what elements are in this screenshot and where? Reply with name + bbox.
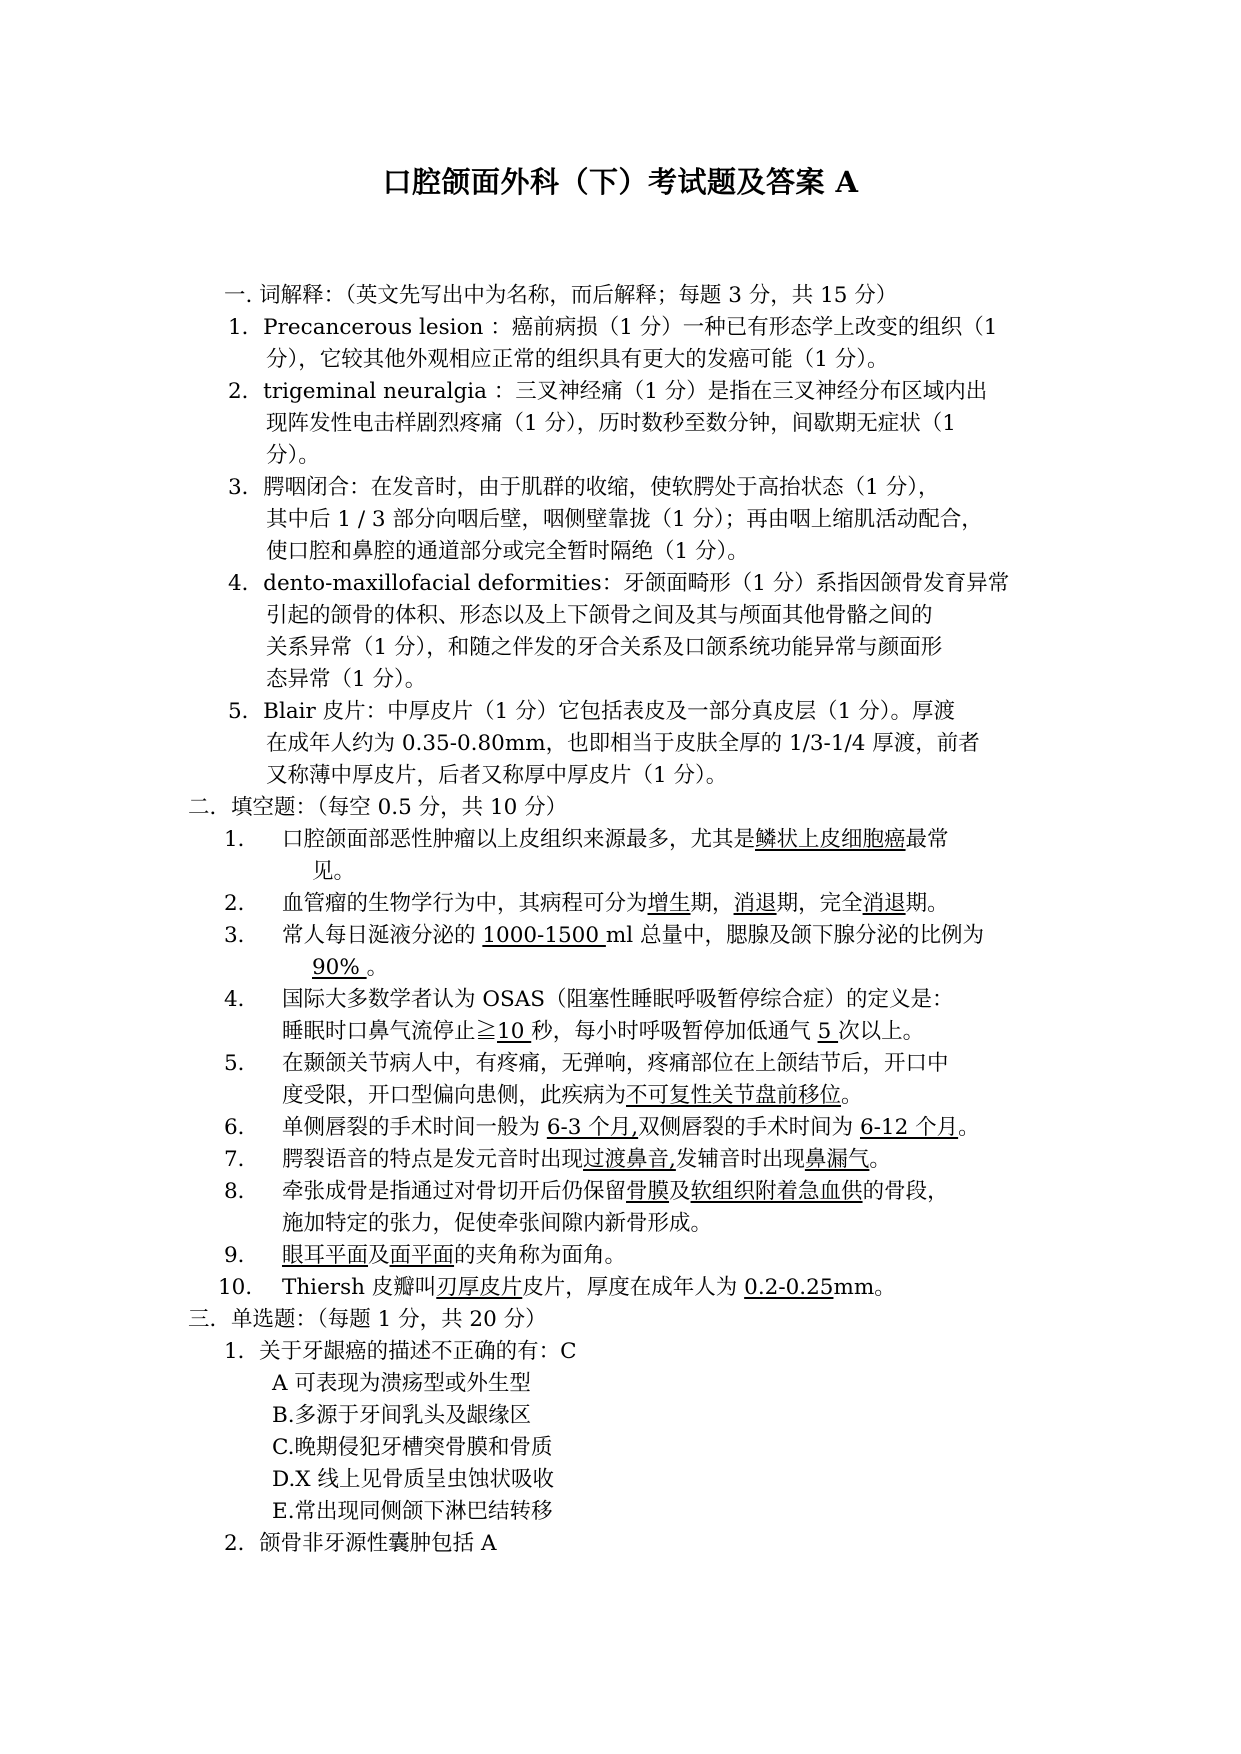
s1-item-1-line-1: 1．Precancerous lesion ：癌前病损（1 分）一种已有形态学上改变的组织（1 <box>228 315 998 340</box>
s2-q5-answer-1: 不可复性关节盘前移位 <box>626 1083 842 1108</box>
s2-q7-answer-1: 过渡鼻音, <box>583 1147 676 1172</box>
s2-q4-line-2: 睡眠时口鼻气流停止≧10 秒，每小时呼吸暂停加低通气 5 次以上。 <box>282 1019 925 1044</box>
s2-q6-answer-2: 6-12 个月 <box>859 1115 959 1140</box>
s2-q2-num: 2． <box>224 891 260 916</box>
s2-q8-num: 8． <box>224 1179 260 1204</box>
s2-q8-answer-1: 骨膜 <box>626 1179 670 1204</box>
s2-q4-answer-1: 10 <box>497 1019 532 1044</box>
s2-q7-num: 7． <box>224 1147 260 1172</box>
s1-item-5-line-2: 在成年人约为 0.35-0.80mm，也即相当于皮肤全厚的 1/3-1/4 厚渡，前者 <box>266 731 980 756</box>
section-1-heading: 一. 词解释：（英文先写出中为名称，而后解释；每题 3 分，共 15 分） <box>224 283 898 308</box>
s2-q7-line-1: 腭裂语音的特点是发元音时出现过渡鼻音,发辅音时出现鼻漏气。 <box>282 1147 891 1172</box>
s2-q10-answer-2: 0.2-0.25 <box>744 1275 834 1300</box>
section-3-heading: 三．单选题：（每题 1 分，共 20 分） <box>188 1307 547 1332</box>
s2-q3-line-1: 常人每日涎液分泌的 1000-1500 ml 总量中，腮腺及颌下腺分泌的比例为 <box>282 923 984 948</box>
s1-item-2-line-2: 现阵发性电击样剧烈疼痛（1 分），历时数秒至数分钟，间歇期无症状（1 <box>266 411 956 436</box>
s3-q1-option-c: C.晚期侵犯牙槽突骨膜和骨质 <box>272 1435 553 1460</box>
s2-q8-line-1: 牵张成骨是指通过对骨切开后仍保留骨膜及软组织附着急血供的骨段， <box>282 1179 949 1204</box>
s3-q1-option-d: D.X 线上见骨质呈虫蚀状吸收 <box>272 1467 554 1492</box>
s3-q1: 1．关于牙龈癌的描述不正确的有：C <box>224 1339 577 1364</box>
s2-q3-answer-1: 1000-1500 <box>482 923 606 948</box>
s1-item-4-line-4: 态异常（1 分）。 <box>266 667 427 692</box>
s2-q10-answer-1: 刃厚皮片 <box>436 1275 523 1300</box>
s1-item-1-line-2: 分），它较其他外观相应正常的组织具有更大的发癌可能（1 分）。 <box>266 347 889 372</box>
s2-q5-line-1: 在颞颌关节病人中，有疼痛，无弹响，疼痛部位在上颌结节后，开口中 <box>282 1051 949 1076</box>
s2-q8-answer-2: 软组织附着急血供 <box>690 1179 863 1204</box>
s3-q1-option-e: E.常出现同侧颌下淋巴结转移 <box>272 1499 553 1524</box>
s2-q1-answer-1: 鳞状上皮细胞癌 <box>755 827 906 852</box>
s2-q1-line-2: 见。 <box>312 859 356 884</box>
s1-item-4-line-3: 关系异常（1 分），和随之伴发的牙合关系及口颌系统功能异常与颜面形 <box>266 635 943 660</box>
s1-item-5-line-1: 5．Blair 皮片：中厚皮片（1 分）它包括表皮及一部分真皮层（1 分）。厚渡 <box>228 699 955 724</box>
s2-q1-line-1: 口腔颌面部恶性肿瘤以上皮组织来源最多，尤其是鳞状上皮细胞癌最常 <box>282 827 949 852</box>
s1-item-3-line-2: 其中后 1 / 3 部分向咽后壁，咽侧壁靠拢（1 分）；再由咽上缩肌活动配合， <box>266 507 983 532</box>
s2-q2-answer-1: 增生 <box>647 891 691 916</box>
s2-q10-num: 10． <box>218 1275 267 1300</box>
s2-q9-num: 9． <box>224 1243 260 1268</box>
s2-q6-line-1: 单侧唇裂的手术时间一般为 6-3 个月,双侧唇裂的手术时间为 6-12 个月。 <box>282 1115 980 1140</box>
s2-q7-answer-2: 鼻漏气 <box>804 1147 870 1172</box>
s2-q6-num: 6． <box>224 1115 260 1140</box>
s2-q1-num: 1． <box>224 827 260 852</box>
s1-item-4-line-1: 4．dento-maxillofacial deformities：牙颌面畸形（1 分）系指因颌骨发育异常 <box>228 571 1010 596</box>
s2-q9-line-1: 眼耳平面及面平面的夹角称为面角。 <box>282 1243 627 1268</box>
s3-q2: 2．颌骨非牙源性囊肿包括 A <box>224 1531 497 1556</box>
s2-q3-answer-2: 90% <box>312 955 367 980</box>
s2-q4-num: 4． <box>224 987 260 1012</box>
s2-q3-num: 3． <box>224 923 260 948</box>
s1-item-2-line-3: 分）。 <box>266 443 320 468</box>
s2-q2-answer-3: 消退 <box>862 891 906 916</box>
s2-q3-line-2: 90% 。 <box>312 955 389 980</box>
section-2-heading: 二．填空题：（每空 0.5 分，共 10 分） <box>188 795 568 820</box>
s2-q4-line-1: 国际大多数学者认为 OSAS（阻塞性睡眠呼吸暂停综合症）的定义是： <box>282 987 954 1012</box>
page-title: 口腔颌面外科（下）考试题及答案 A <box>382 165 859 199</box>
s2-q4-answer-2: 5 <box>817 1019 839 1044</box>
s2-q9-answer-1: 眼耳平面 <box>282 1243 369 1268</box>
s1-item-4-line-2: 引起的颌骨的体积、形态以及上下颌骨之间及其与颅面其他骨骼之间的 <box>266 603 933 628</box>
s2-q8-line-2: 施加特定的张力，促使牵张间隙内新骨形成。 <box>282 1211 713 1236</box>
s1-item-5-line-3: 又称薄中厚皮片，后者又称厚中厚皮片（1 分）。 <box>266 763 728 788</box>
s2-q6-answer-1: 6-3 个月, <box>546 1115 639 1140</box>
s2-q10-line-1: Thiersh 皮瓣叫刃厚皮片皮片，厚度在成年人为 0.2-0.25mm。 <box>282 1275 896 1300</box>
s2-q2-line-1: 血管瘤的生物学行为中，其病程可分为增生期，消退期，完全消退期。 <box>282 891 949 916</box>
s3-q1-option-a: A 可表现为溃疡型或外生型 <box>272 1371 531 1396</box>
s2-q9-answer-2: 面平面 <box>389 1243 455 1268</box>
s2-q5-line-2: 度受限，开口型偏向患侧，此疾病为不可复性关节盘前移位。 <box>282 1083 863 1108</box>
s2-q5-num: 5． <box>224 1051 260 1076</box>
s1-item-3-line-3: 使口腔和鼻腔的通道部分或完全暂时隔绝（1 分）。 <box>266 539 749 564</box>
s2-q2-answer-2: 消退 <box>733 891 777 916</box>
s3-q1-option-b: B.多源于牙间乳头及龈缘区 <box>272 1403 532 1428</box>
s1-item-2-line-1: 2．trigeminal neuralgia ：三叉神经痛（1 分）是指在三叉神经分布区域内出 <box>228 379 988 404</box>
s1-item-3-line-1: 3．腭咽闭合：在发音时，由于肌群的收缩，使软腭处于高抬状态（1 分）， <box>228 475 940 500</box>
